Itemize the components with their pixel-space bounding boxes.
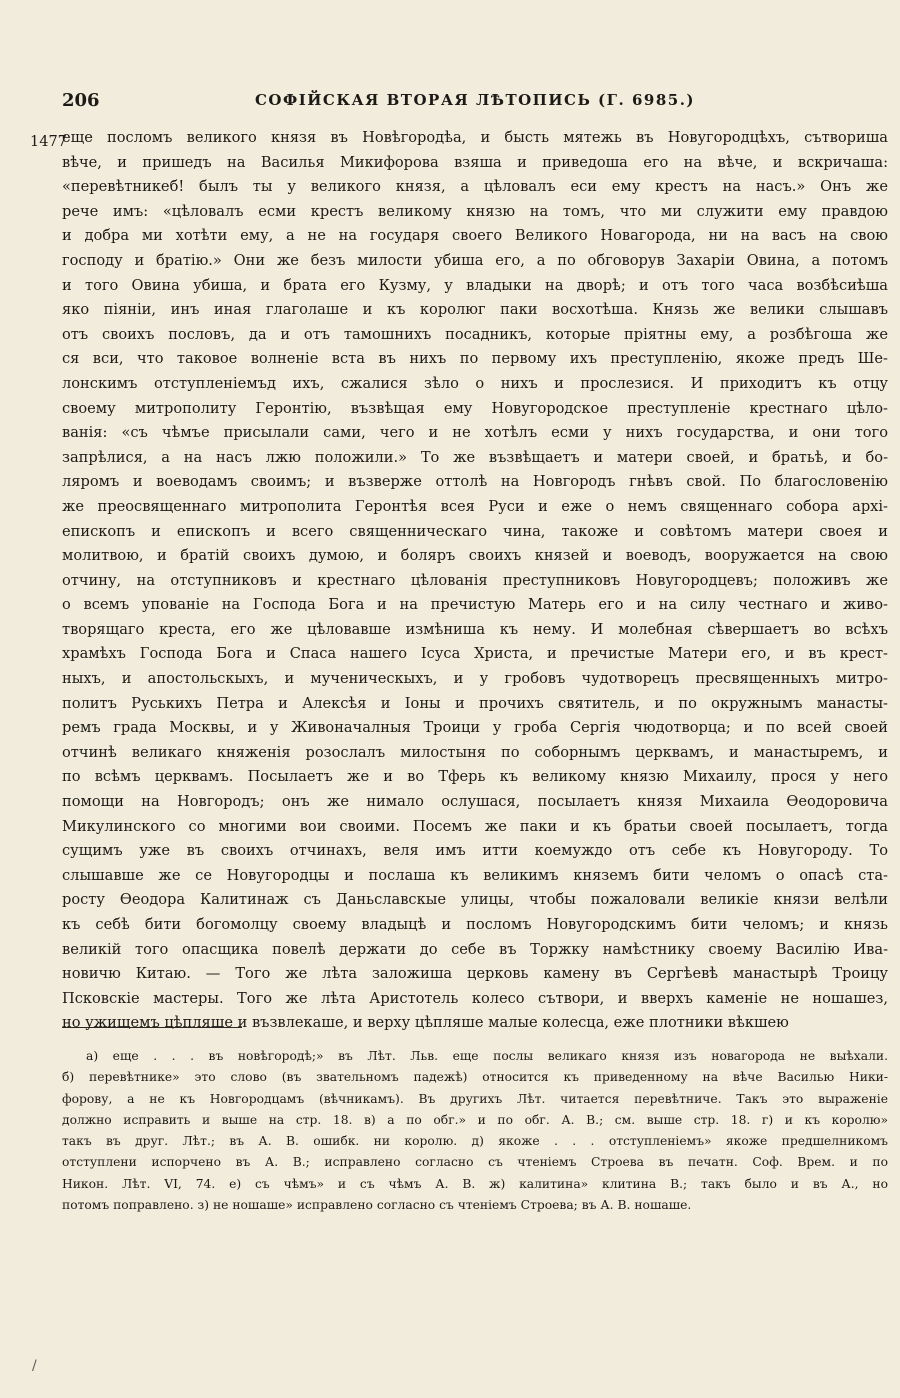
- text-line: вѣче, и пришедъ на Василья Микифорова взяша и приведоша его на вѣче, и вскричаша:: [62, 153, 888, 171]
- text-line: и того Овина убиша, и брата его Кузму, у владыки на дворѣ; и отъ того часа возбѣсиѣша: [62, 276, 888, 294]
- text-line: еще посломъ великого князя въ Новѣгородѣа, и бысть мятежь въ Новугородцѣхъ, сътвориша: [62, 129, 888, 146]
- text-line: росту Ѳеодора Калитинаж съ Даньславскые улицы, чтобы пожаловали великіе князи велѣли: [62, 891, 888, 909]
- text-line: о всемъ упованіе на Господа Бога и на пречистую Матерь его и на силу честнаго и живо-: [62, 596, 888, 614]
- text-line: но ужищемъ цѣпляше и възвлекаше, и верху цѣпляше малые колесца, еже плотники вѣкшею: [62, 1014, 789, 1032]
- text-line: молитвою, и братій своихъ думою, и боляръ своихъ князей и воеводъ, вооружается на свою: [62, 547, 888, 565]
- text-line: ляромъ и воеводамъ своимъ; и възверже оттолѣ на Новгородъ гнѣвъ свой. По благословенію: [62, 473, 888, 491]
- margin-year: 1477: [30, 134, 67, 150]
- text-line: храмѣхъ Господа Бога и Спаса нашего Ісуса Христа, и пречистые Матери его, и въ крест-: [62, 645, 888, 663]
- text-line: и добра ми хотѣти ему, а не на государя своего Великого Новагорода, ни на васъ на свою: [62, 227, 888, 245]
- margin-mark: /: [32, 1358, 37, 1374]
- footnote-line: потомъ поправлено. з) не ношаше» исправлено согласно съ чтеніемъ Строева; въ А. В. ношаше.: [62, 1198, 692, 1213]
- footnote-line: б) перевѣтнике» это слово (въ звательномъ падежѣ) относится къ приведенному на вѣче Василью Ники-: [62, 1070, 888, 1085]
- text-line: политъ Руськихъ Петра и Алексѣя и Іоны и прочихъ святитель, и по окружнымъ манасты-: [62, 694, 888, 712]
- text-line: великій того опасщика повелѣ держати до себе въ Торжку намѣстнику своему Василію Ива-: [62, 940, 888, 958]
- text-line: ремъ града Москвы, и у Живоначалныя Троици у гроба Сергія чюдотворца; и по всей своей: [62, 719, 888, 737]
- footnote-divider: [62, 1027, 242, 1028]
- text-line: запрѣлися, а на насъ лжю положили.» То же възвѣщаетъ и матери своей, и братьѣ, и бо-: [62, 448, 888, 466]
- text-line: сущимъ уже въ своихъ отчинахъ, веля имъ итти коемуждо отъ себе къ Новугороду. То: [62, 842, 888, 860]
- footnote-line: а) еще . . . въ новѣгородѣ;» въ Лѣт. Льв. еще послы великаго князя изъ новагорода не выѣхали.: [86, 1049, 888, 1063]
- text-line: «перевѣтникеб! былъ ты у великого князя, а цѣловалъ еси ему крестъ на насъ.» Онъ же: [62, 178, 888, 196]
- text-line: къ себѣ бити богомолцу своему владыцѣ и посломъ Новугородскимъ бити челомъ; и князь: [62, 916, 888, 933]
- text-line: лонскимъ отступленіемъд ихъ, сжалися зѣло о нихъ и прослезися. И приходитъ къ отцу: [62, 374, 888, 392]
- text-line: епископъ и епископъ и всего священническаго чина, такоже и совѣтомъ матери своея и: [62, 522, 888, 540]
- text-line: ванія: «съ чѣмъе присылали сами, чего и не хотѣлъ есми у нихъ государства, и они того: [62, 424, 888, 442]
- footnote-line: Никон. Лѣт. VI, 74. е) съ чѣмъ» и съ чѣмъ А. В. ж) калитина» клитина В.; такъ было и въ А., но: [62, 1176, 888, 1191]
- text-line: Псковскіе мастеры. Того же лѣта Аристотель колесо сътвори, и вверхъ каменіе не ношашез,: [62, 989, 888, 1007]
- text-line: своему митрополиту Геронтію, възвѣщая ему Новугородское преступленіе крестнаго цѣло-: [62, 399, 888, 417]
- text-line: отчину, на отступниковъ и крестнаго цѣлованія преступниковъ Новугородцевъ; положивъ же: [62, 571, 888, 589]
- footnote-line: отступлени испорчено въ А. В.; исправлено согласно съ чтеніемъ Строева въ печатн. Соф. Врем. и по: [62, 1155, 888, 1170]
- text-line: помощи на Новгородъ; онъ же нимало ослушася, посылаетъ князя Михаила Ѳеодоровича: [62, 793, 888, 811]
- text-line: творящаго креста, его же цѣловавше измѣниша къ нему. И молебная сѣвершаетъ во всѣхъ: [62, 620, 888, 638]
- footnote-line: должно исправить и выше на стр. 18. в) а по обг.» и по обг. А. В.; см. выше стр. 18. г) и къ королю»: [62, 1112, 888, 1127]
- page-header: [62, 90, 888, 116]
- main-text: [62, 126, 888, 1036]
- footnote-line: форову, а не къ Новгородцамъ (вѣчникамъ). Въ другихъ Лѣт. читается перевѣтниче. Такъ это выраженіе: [62, 1091, 888, 1106]
- text-line: ся вси, что таковое волненіе вста въ нихъ по первому ихъ преступленію, якоже предъ Ше-: [62, 350, 888, 368]
- text-line: рече имъ: «цѣловалъ есми крестъ великому князю на томъ, что ми служити ему правдою: [62, 202, 888, 220]
- running-title: СОФІЙСКАЯ ВТОРАЯ ЛѢТОПИСЬ (Г. 6985.): [254, 91, 696, 109]
- text-line: Микулинского со многими вои своими. Посемъ же паки и къ братьи своей посылаетъ, тогда: [62, 817, 888, 835]
- text-line: яко піяніи, инъ иная глаголаше и къ королюг паки восхотѣша. Князь же велики слышавъ: [62, 301, 888, 319]
- page-number: 206: [62, 90, 100, 111]
- text-line: отъ своихъ пословъ, да и отъ тамошнихъ посадникъ, которые пріятны ему, а розбѣгоша же: [62, 325, 888, 343]
- text-line: ныхъ, и апостольскыхъ, и мученическыхъ, и у гробовъ чудотворецъ пресвященныхъ митро-: [62, 670, 888, 688]
- text-line: отчинѣ великаго княженія розослалъ милостыня по соборнымъ церквамъ, и манастыремъ, и: [62, 743, 888, 761]
- text-line: господу и братію.» Они же безъ милости убиша его, а по обговорув Захаріи Овина, а потомъ: [62, 251, 888, 269]
- text-line: слышавше же се Новугородцы и послаша къ великимъ княземъ бити челомъ о опасѣ ста-: [62, 866, 888, 884]
- text-line: новичю Китаю. — Того же лѣта заложиша церковь камену въ Сергѣевѣ манастырѣ Троицу: [62, 965, 888, 983]
- text-line: по всѣмъ церквамъ. Посылаетъ же и во Тферь къ великому князю Михаилу, прося у него: [62, 768, 888, 786]
- footnote-line: такъ въ друг. Лѣт.; въ А. В. ошибк. ни королю. д) якоже . . . отступленіемъ» якоже предшелникомъ: [62, 1134, 888, 1149]
- text-line: же преосвященнаго митрополита Геронтѣя всея Руси и еже о немъ священнаго собора архі-: [62, 497, 888, 515]
- footnotes: [62, 1046, 888, 1216]
